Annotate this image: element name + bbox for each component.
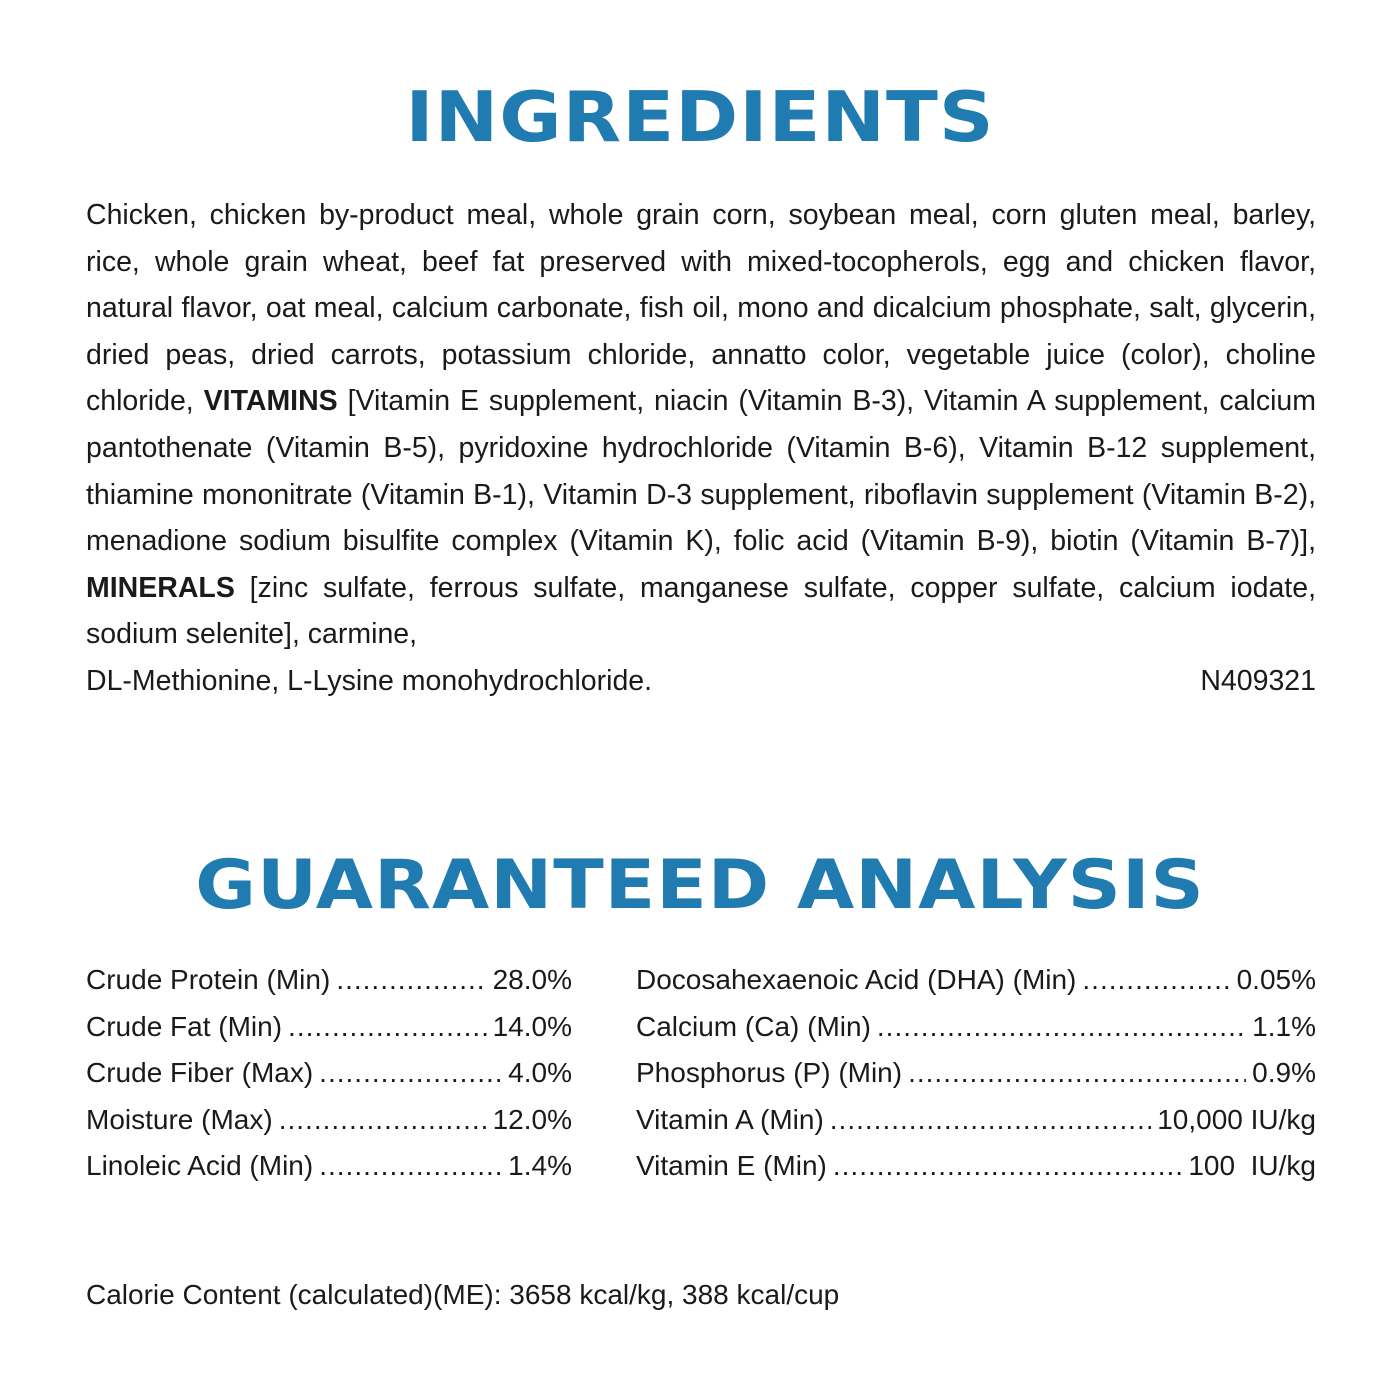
analysis-value: 14.0%	[492, 1010, 572, 1042]
analysis-label: Calcium (Ca) (Min)	[636, 1010, 871, 1042]
analysis-label: Vitamin E (Min)	[636, 1150, 827, 1182]
analysis-value: 0.05%	[1236, 964, 1316, 995]
analysis-value: 1.1%	[1252, 1010, 1316, 1042]
analysis-left-column	[86, 957, 572, 1190]
ingredients-heading: INGREDIENTS	[405, 75, 995, 158]
analysis-label: Linoleic Acid (Min)	[86, 1150, 314, 1182]
analysis-label: Phosphorus (P) (Min)	[636, 1057, 903, 1089]
analysis-label: Crude Fat (Min)	[86, 1010, 283, 1042]
analysis-value: 1.4%	[508, 1150, 572, 1182]
analysis-row	[86, 1143, 572, 1190]
analysis-value: 28.0%	[492, 964, 572, 995]
analysis-right-column	[636, 957, 1316, 1190]
analysis-row	[636, 1050, 1316, 1097]
analysis-row	[86, 957, 572, 1004]
vitamins-label: VITAMINS	[203, 385, 338, 418]
analysis-row	[636, 957, 1316, 1004]
analysis-value: 12.0%	[492, 1103, 572, 1135]
analysis-row	[636, 1143, 1316, 1190]
analysis-label: Vitamin A (Min)	[636, 1103, 824, 1135]
analysis-value: 0.9%	[1252, 1057, 1316, 1089]
analysis-label: Crude Fiber (Max)	[86, 1057, 314, 1089]
analysis-value: 4.0%	[508, 1057, 572, 1089]
ingredients-segment-1: Chicken, chicken by-product meal, whole grain corn, soybean meal, corn gluten meal, barley, rice, whole grain wheat, beef fat preserved with mixed-tocopherols, egg and chicken flavor, natural flavor, oat meal, calcium carbonate, fish oil, mono and dicalcium phosphate, salt, glycerin, dried peas, dried carrots, potassium chloride, annatto color, vegetable juice (color), choline chloride,	[86, 199, 1316, 418]
analysis-label: Docosahexaenoic Acid (DHA) (Min)	[636, 964, 1077, 995]
analysis-heading: GUARANTEED ANALYSIS	[195, 845, 1205, 925]
analysis-row	[636, 1097, 1316, 1144]
calorie-content: Calorie Content (calculated)(ME): 3658 kcal/kg, 388 kcal/cup	[86, 1279, 840, 1310]
analysis-label: Moisture (Max)	[86, 1103, 273, 1135]
product-code: N409321	[1200, 664, 1316, 697]
analysis-label: Crude Protein (Min)	[86, 964, 331, 995]
minerals-label: MINERALS	[86, 571, 235, 604]
ingredients-last-line	[86, 658, 1316, 705]
analysis-row	[86, 1097, 572, 1144]
analysis-row	[86, 1004, 572, 1051]
analysis-value: 10,000 IU/kg	[1157, 1103, 1316, 1135]
ingredients-segment-3: [Vitamin E supplement, niacin (Vitamin B-3), Vitamin A supplement, calcium pantothenate (Vitamin B-5), pyridoxine hydrochloride (Vitamin B-6), Vitamin B-12 supplement, thiamine mononitrate (Vitamin B-1), Vitamin D-3 supplement, riboflavin supplement (Vitamin B-2), menadione sodium bisulfite complex (Vitamin K), folic acid (Vitamin B-9), biotin (Vitamin B-7)],	[86, 385, 1316, 558]
ingredients-last-text: DL-Methionine, L-Lysine monohydrochloride.	[86, 664, 653, 697]
analysis-row	[636, 1004, 1316, 1051]
analysis-value: 100 IU/kg	[1188, 1150, 1316, 1182]
analysis-row	[86, 1050, 572, 1097]
ingredients-segment-5: [zinc sulfate, ferrous sulfate, manganese sulfate, copper sulfate, calcium iodate, sodium selenite], carmine,	[86, 571, 1316, 651]
ingredients-list	[86, 192, 1316, 705]
